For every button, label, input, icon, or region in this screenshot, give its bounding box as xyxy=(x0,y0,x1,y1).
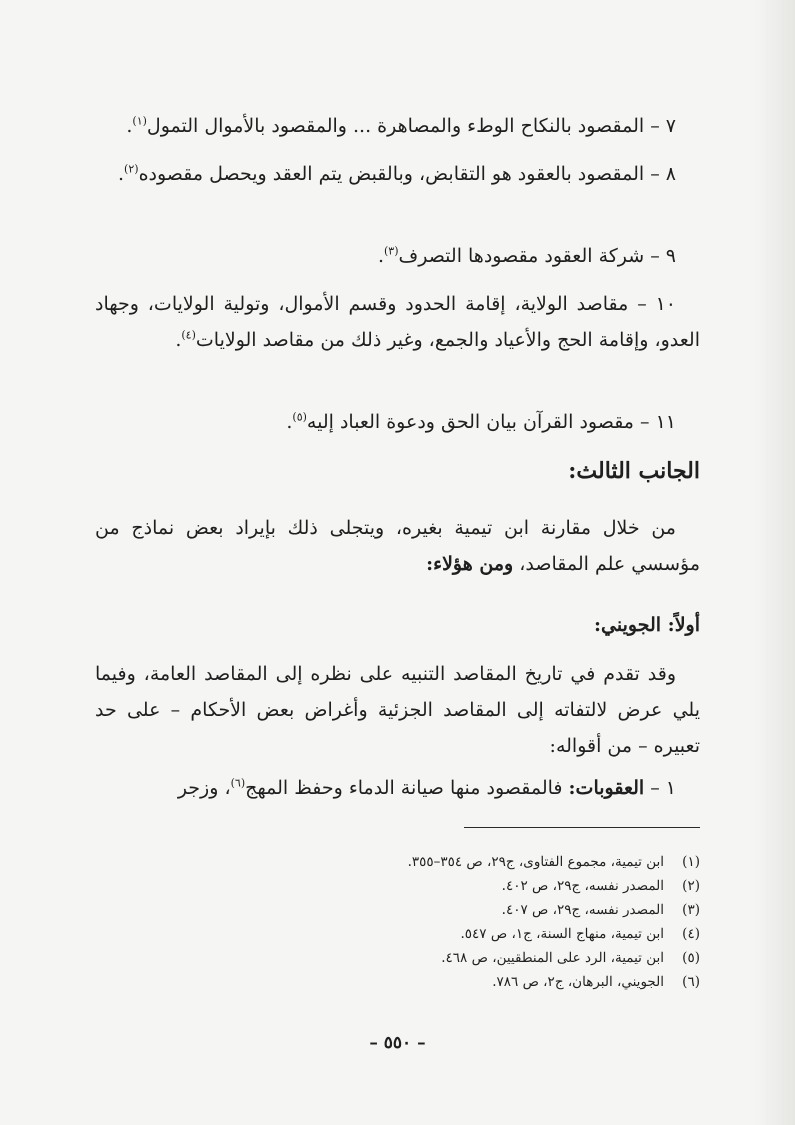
footnote-text: المصدر نفسه، ج٢٩، ص ٤٠٢. xyxy=(501,878,664,894)
footnote-text: الجويني، البرهان، ج٢، ص ٧٨٦. xyxy=(492,974,664,990)
section-heading: الجانب الثالث: xyxy=(568,458,700,484)
page-edge-shadow xyxy=(755,0,795,1125)
list-item-tail: ، وزجر xyxy=(177,777,231,799)
footnote-item xyxy=(95,898,700,922)
subsection-heading: أولاً: الجويني: xyxy=(594,614,700,636)
footnote-text: المصدر نفسه، ج٢٩، ص ٤٠٧. xyxy=(501,902,664,918)
footnote-item xyxy=(95,922,700,946)
footnote-ref[interactable]: (١) xyxy=(132,114,147,128)
list-item-text: ١١ – مقصود القرآن بيان الحق ودعوة العباد إليه xyxy=(306,411,676,433)
footnote-item xyxy=(95,850,700,874)
list-item-end: . xyxy=(377,245,384,267)
list-item-end: . xyxy=(286,411,293,433)
footnote-ref[interactable]: (٣) xyxy=(384,244,399,258)
page-number: – ٥٥٠ – xyxy=(369,1033,426,1053)
footnote-item xyxy=(95,946,700,970)
section-intro-text: من خلال مقارنة ابن تيمية بغيره، ويتجلى ذلك بإيراد بعض نماذج من مؤسسي علم المقاصد، xyxy=(95,517,700,575)
footnote-ref[interactable]: (٦) xyxy=(230,776,246,790)
footnote-number: (٦) xyxy=(682,974,700,990)
footnote-text: ابن تيمية، مجموع الفتاوى، ج٢٩، ص ٣٥٤–٣٥٥. xyxy=(407,854,664,870)
footnote-number: (٣) xyxy=(682,902,700,918)
list-item-text: ٨ – المقصود بالعقود هو التقابض، وبالقبض يتم العقد ويحصل مقصوده xyxy=(138,163,676,185)
list-item-11 xyxy=(95,404,700,440)
list-item-end: . xyxy=(118,163,125,185)
list-item-end: . xyxy=(126,115,133,137)
subsection-paragraph: وقد تقدم في تاريخ المقاصد التنبيه على نظره إلى المقاصد العامة، وفيما يلي عرض لالتفاته إلى المقاصد الجزئية وأغراض بعض الأحكام – على حد تعبيره – من أقواله: xyxy=(95,663,700,757)
list-item-7 xyxy=(95,108,700,144)
list-item-punishments xyxy=(95,770,700,806)
list-item-9 xyxy=(95,238,700,274)
list-item-text: فالمقصود منها صيانة الدماء وحفظ المهج xyxy=(245,777,563,799)
list-item-8 xyxy=(95,156,700,192)
footnote-ref[interactable]: (٢) xyxy=(124,162,139,176)
footnote-text: ابن تيمية، الرد على المنطقيين، ص ٤٦٨. xyxy=(441,950,664,966)
list-item-end: . xyxy=(175,329,182,351)
section-intro-bold: ومن هؤلاء: xyxy=(426,553,514,575)
footnote-number: (٥) xyxy=(682,950,700,966)
footnote-number: (٢) xyxy=(682,878,700,894)
footnote-number: (٤) xyxy=(682,926,700,942)
footnotes-list xyxy=(95,850,700,994)
footnote-ref[interactable]: (٤) xyxy=(181,328,196,342)
footnote-item xyxy=(95,874,700,898)
list-item-label: العقوبات: xyxy=(568,777,645,799)
list-item-number: ١ – xyxy=(650,777,676,799)
footnote-separator xyxy=(464,827,700,828)
list-item-text: ٧ – المقصود بالنكاح الوطء والمصاهرة ... والمقصود بالأموال التمول xyxy=(146,115,676,137)
list-item-10 xyxy=(95,286,700,358)
list-item-text: ٩ – شركة العقود مقصودها التصرف xyxy=(398,245,676,267)
section-intro xyxy=(95,510,700,582)
footnote-number: (١) xyxy=(682,854,700,870)
footnote-text: ابن تيمية، منهاج السنة، ج١، ص ٥٤٧. xyxy=(460,926,664,942)
footnote-item xyxy=(95,970,700,994)
list-item-text: ١٠ – مقاصد الولاية، إقامة الحدود وقسم الأموال، وتولية الولايات، وجهاد العدو، وإقامة الحج والأعياد والجمع، وغير ذلك من مقاصد الولايات xyxy=(95,293,700,351)
footnote-ref[interactable]: (٥) xyxy=(292,410,307,424)
